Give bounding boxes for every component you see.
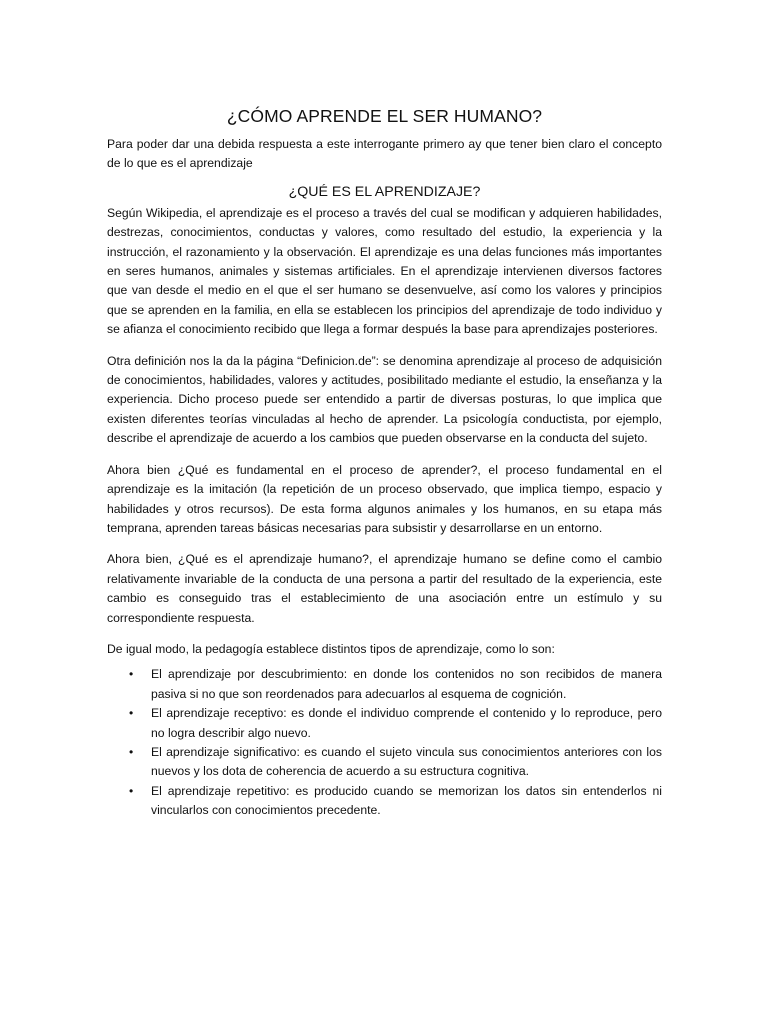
body-paragraph: Ahora bien, ¿Qué es el aprendizaje humano?, el aprendizaje humano se define como el cambio relativamente invariable de la conducta de una persona a partir del resultado de la experiencia, este cambio es conseguido tras el establecimiento de una asociación entre un estímulo y su correspondiente respuesta.	[107, 552, 662, 625]
intro-paragraph: Para poder dar una debida respuesta a este interrogante primero ay que tener bien claro el concepto de lo que es el aprendizaje	[107, 137, 662, 171]
list-item	[107, 782, 662, 821]
learning-types-list	[107, 665, 662, 820]
list-item-text: El aprendizaje repetitivo: es producido cuando se memorizan los datos sin entenderlos ni vincularlos con conocimientos precedente.	[151, 783, 662, 818]
document-page	[107, 104, 662, 821]
list-item-text: El aprendizaje por descubrimiento: en donde los contenidos no son recibidos de manera pasiva si no que son reordenados para adecuarlos al esquema de cognición.	[151, 667, 662, 701]
body-paragraph: Según Wikipedia, el aprendizaje es el proceso a través del cual se modifican y adquieren habilidades, destrezas, conocimientos, conductas y valores, como resultado del estudio, la experiencia y la instrucción, el razonamiento y la observación. El aprendizaje es una delas funciones más importantes en seres humanos, animales y sistemas artificiales. En el aprendizaje intervienen diversos factores que van desde el medio en el que el ser humano se desenvuelve, así como los valores y principios que se aprenden en la familia, en ella se establecen los principios del aprendizaje de todo individuo y se afianza el conocimiento recibido que llega a formar después la base para aprendizajes posteriores.	[107, 205, 662, 337]
list-item-text: El aprendizaje significativo: es cuando el sujeto vincula sus conocimientos anteriores con los nuevos y los dota de coherencia de acuerdo a su estructura cognitiva.	[151, 744, 662, 779]
list-item	[107, 665, 662, 704]
body-paragraph: Otra definición nos la da la página “Definicion.de”: se denomina aprendizaje al proceso de adquisición de conocimientos, habilidades, valores y actitudes, posibilitado mediante el estudio, la enseñanza y la experiencia. Dicho proceso puede ser entendido a partir de diversas posturas, lo que implica que existen diferentes teorías vinculadas al hecho de aprender. La psicología conductista, por ejemplo, describe el aprendizaje de acuerdo a los cambios que pueden observarse en la conducta del sujeto.	[107, 353, 662, 446]
section-subtitle: ¿QUÉ ES EL APRENDIZAJE?	[288, 183, 481, 200]
list-item	[107, 743, 662, 782]
body-paragraph: De igual modo, la pedagogía establece distintos tipos de aprendizaje, como lo son:	[107, 641, 555, 656]
body-paragraph: Ahora bien ¿Qué es fundamental en el proceso de aprender?, el proceso fundamental en el aprendizaje es la imitación (la repetición de un proceso observado, que implica tiempo, espacio y habilidades y otros recursos). De esta forma algunos animales y los humanos, en su etapa más temprana, aprenden tareas básicas necesarias para subsistir y desarrollarse en un entorno.	[107, 462, 662, 535]
bullet-icon: •	[129, 783, 134, 798]
bullet-icon: •	[129, 667, 134, 682]
bullet-icon: •	[129, 744, 134, 759]
bullet-icon: •	[129, 706, 134, 721]
list-item-text: El aprendizaje receptivo: es donde el individuo comprende el contenido y lo reproduce, pero no logra describir algo nuevo.	[151, 706, 662, 740]
document-title: ¿CÓMO APRENDE EL SER HUMANO?	[226, 106, 543, 126]
list-item	[107, 704, 662, 743]
